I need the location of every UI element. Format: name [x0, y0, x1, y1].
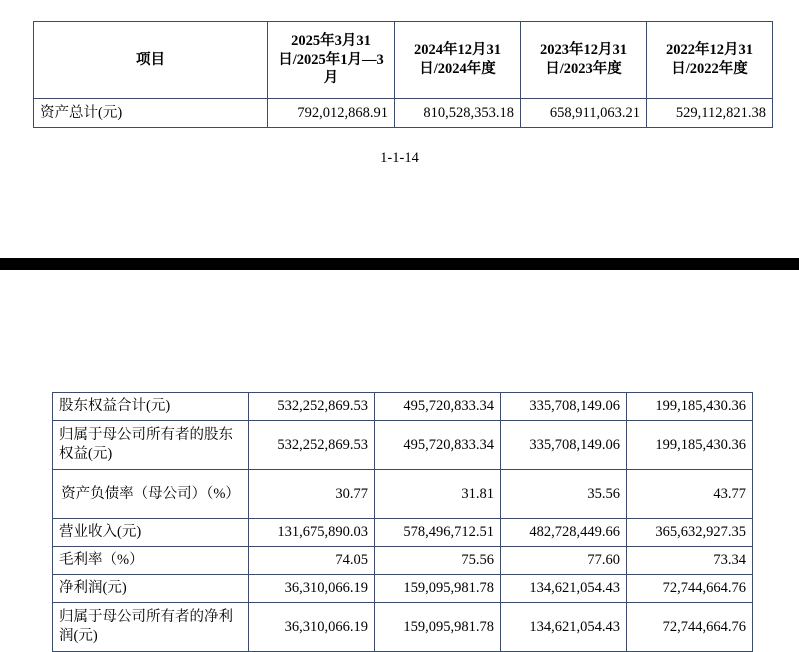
table-header-cell-period-2: 2024年12月31日/2024年度 — [395, 22, 521, 99]
row-value: 36,310,066.19 — [249, 575, 375, 603]
financial-summary-table-bottom — [52, 392, 753, 652]
table-row — [53, 470, 753, 519]
row-value: 134,621,054.43 — [501, 575, 627, 603]
row-label: 资产总计(元) — [34, 99, 268, 128]
row-value: 35.56 — [501, 470, 627, 519]
table-header-cell-item: 项目 — [34, 22, 268, 99]
table-header-row — [34, 22, 773, 99]
row-value: 365,632,927.35 — [627, 519, 753, 547]
row-value: 72,744,664.76 — [627, 603, 753, 652]
row-value: 159,095,981.78 — [375, 575, 501, 603]
table-body — [53, 393, 753, 652]
table-header-cell-period-3: 2023年12月31日/2023年度 — [521, 22, 647, 99]
row-value: 134,621,054.43 — [501, 603, 627, 652]
row-value: 36,310,066.19 — [249, 603, 375, 652]
table-row — [53, 421, 753, 470]
row-value: 495,720,833.34 — [375, 421, 501, 470]
row-value: 578,496,712.51 — [375, 519, 501, 547]
row-value: 43.77 — [627, 470, 753, 519]
row-value: 792,012,868.91 — [268, 99, 395, 128]
row-value: 75.56 — [375, 547, 501, 575]
row-value: 31.81 — [375, 470, 501, 519]
row-value: 199,185,430.36 — [627, 393, 753, 421]
row-value: 77.60 — [501, 547, 627, 575]
table-row — [53, 547, 753, 575]
row-value: 335,708,149.06 — [501, 393, 627, 421]
row-value: 74.05 — [249, 547, 375, 575]
row-value: 72,744,664.76 — [627, 575, 753, 603]
row-label: 毛利率（%） — [53, 547, 249, 575]
row-label: 归属于母公司所有者的净利润(元) — [53, 603, 249, 652]
row-value: 131,675,890.03 — [249, 519, 375, 547]
row-label: 营业收入(元) — [53, 519, 249, 547]
table-row — [34, 99, 773, 128]
row-value: 30.77 — [249, 470, 375, 519]
table-header-cell-period-4: 2022年12月31日/2022年度 — [647, 22, 773, 99]
row-value: 810,528,353.18 — [395, 99, 521, 128]
table-row — [53, 519, 753, 547]
table-row — [53, 393, 753, 421]
row-value: 532,252,869.53 — [249, 421, 375, 470]
table-row — [53, 603, 753, 652]
page-number: 1-1-14 — [380, 150, 419, 166]
row-value: 159,095,981.78 — [375, 603, 501, 652]
row-value: 658,911,063.21 — [521, 99, 647, 128]
row-value: 482,728,449.66 — [501, 519, 627, 547]
row-value: 529,112,821.38 — [647, 99, 773, 128]
page-separator-band — [0, 258, 799, 270]
row-value: 532,252,869.53 — [249, 393, 375, 421]
row-label: 资产负债率（母公司）（%） — [53, 470, 249, 519]
row-value: 335,708,149.06 — [501, 421, 627, 470]
table-row — [53, 575, 753, 603]
row-value: 73.34 — [627, 547, 753, 575]
row-label: 净利润(元) — [53, 575, 249, 603]
row-label: 归属于母公司所有者的股东权益(元) — [53, 421, 249, 470]
row-label: 股东权益合计(元) — [53, 393, 249, 421]
row-value: 199,185,430.36 — [627, 421, 753, 470]
row-value: 495,720,833.34 — [375, 393, 501, 421]
financial-summary-table-top — [33, 21, 773, 128]
table-header-cell-period-1: 2025年3月31日/2025年1月—3月 — [268, 22, 395, 99]
